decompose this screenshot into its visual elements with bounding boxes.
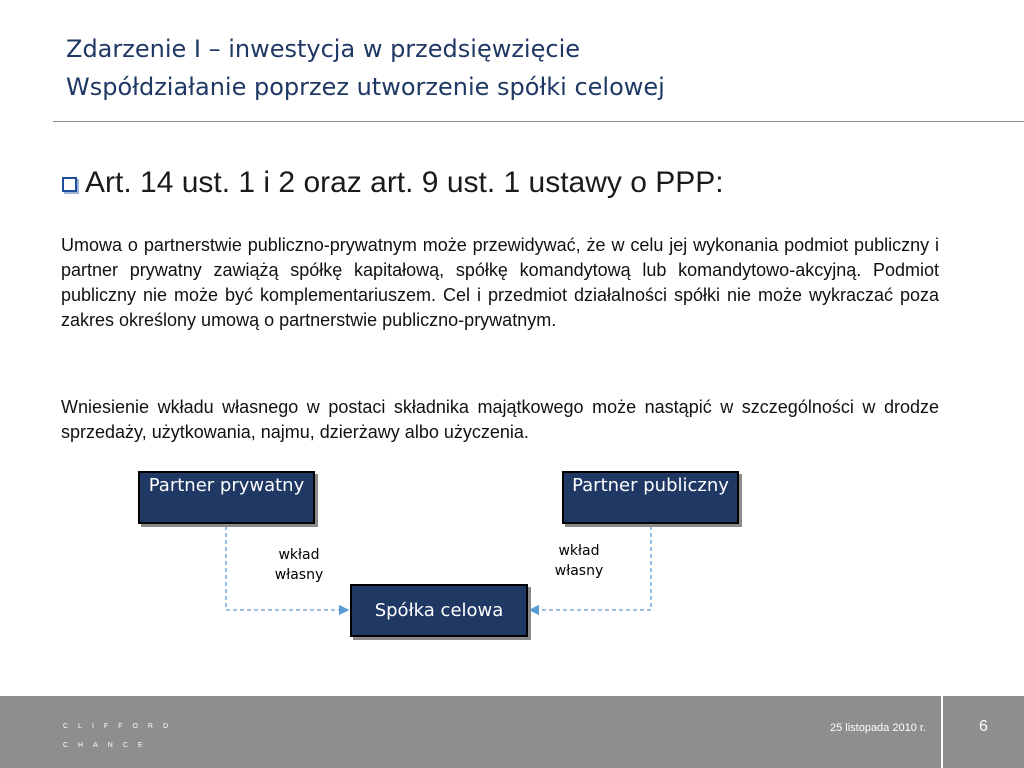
right-contribution-label: wkład własny <box>554 543 604 579</box>
partner-private-box: Partner prywatny <box>138 471 315 524</box>
clifford-chance-logo <box>63 717 178 755</box>
left-contribution-label: wkład własny <box>274 547 324 583</box>
paragraph-1: Umowa o partnerstwie publiczno-prywatnym może przewidywać, że w celu jej wykonania podmiot publiczny i partner prywatny zawiążą spółkę kapitałową, spółkę komandytową lub komandytowo-akcyjną. Podmiot publiczny nie może być komplementariuszem. Cel i przedmiot działalności spółki nie może wykraczać poza zakres określony umową o partnerstwie publiczno-prywatnym. <box>61 235 939 330</box>
partner-public-box: Partner publiczny <box>562 471 739 524</box>
title-line-2: Współdziałanie poprzez utworzenie spółki celowej <box>66 73 665 101</box>
footer-date: 25 listopada 2010 r. <box>829 722 926 734</box>
paragraph-2: Wniesienie wkładu własnego w postaci składnika majątkowego może nastąpić w szczególności w drodze sprzedaży, użytkowania, najmu, dzierżawy albo użyczenia. <box>61 397 939 442</box>
page-number: 6 <box>979 718 988 735</box>
heading-text: Art. 14 ust. 1 i 2 oraz art. 9 ust. 1 ustawy o PPP: <box>85 166 724 199</box>
title-line-1: Zdarzenie I – inwestycja w przedsięwzięcie <box>66 35 580 63</box>
logo-line-2: CHANCE <box>63 742 153 749</box>
spv-box: Spółka celowa <box>350 584 528 637</box>
logo-line-1: CLIFFORD <box>63 723 178 730</box>
